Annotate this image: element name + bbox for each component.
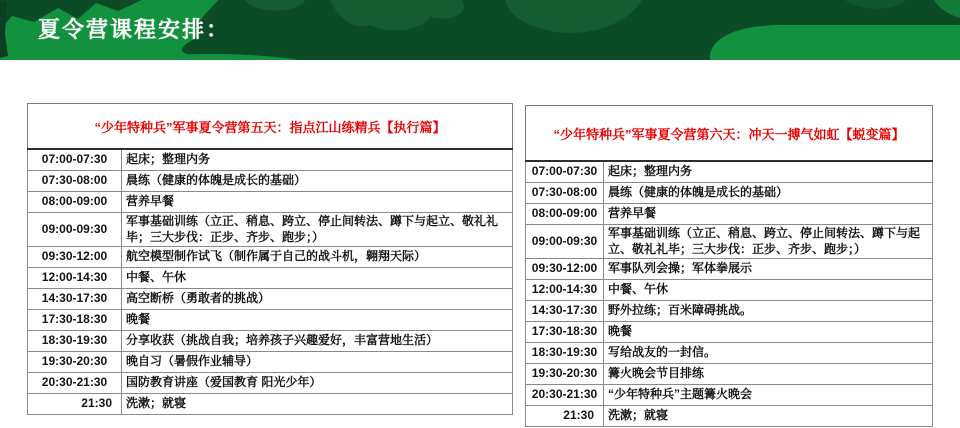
day5-table-title: “少年特种兵”军事夏令营第五天：指点江山练精兵【执行篇】 (28, 104, 513, 150)
time-cell: 09:30-12:00 (28, 247, 122, 268)
time-cell: 19:30-20:30 (28, 352, 122, 373)
time-cell: 07:30-08:00 (526, 183, 604, 204)
activity-cell: 中餐、午休 (604, 280, 933, 301)
time-cell: 12:00-14:30 (28, 268, 122, 289)
activity-cell: 营养早餐 (122, 192, 513, 213)
time-cell: 21:30 (526, 406, 604, 427)
camo-banner (0, 0, 960, 60)
schedule-row (28, 268, 513, 289)
schedule-row (28, 289, 513, 310)
time-cell: 09:30-12:00 (526, 259, 604, 280)
day6-table (525, 105, 933, 427)
schedule-row (28, 149, 513, 171)
time-cell: 14:30-17:30 (526, 301, 604, 322)
activity-cell: 野外拉练；百米障碍挑战。 (604, 301, 933, 322)
time-cell: 07:00-07:30 (28, 149, 122, 171)
time-cell: 07:30-08:00 (28, 171, 122, 192)
schedule-row (28, 213, 513, 247)
activity-cell: 晚餐 (604, 322, 933, 343)
time-cell: 20:30-21:30 (28, 373, 122, 394)
time-cell: 09:00-09:30 (28, 213, 122, 247)
time-cell: 09:00-09:30 (526, 225, 604, 259)
activity-cell: 国防教育讲座（爱国教育 阳光少年） (122, 373, 513, 394)
schedule-row (526, 385, 933, 406)
activity-cell: 篝火晚会节目排练 (604, 364, 933, 385)
activity-cell: 分享收获（挑战自我；培养孩子兴趣爱好，丰富营地生活） (122, 331, 513, 352)
time-cell: 21:30 (28, 394, 122, 415)
schedule-row (28, 310, 513, 331)
activity-cell: 起床；整理内务 (604, 161, 933, 183)
schedule-row (526, 259, 933, 280)
schedule-row (28, 331, 513, 352)
schedule-table-day5 (27, 103, 513, 415)
schedule-row (28, 171, 513, 192)
schedule-row (526, 406, 933, 427)
schedule-row (526, 204, 933, 225)
activity-cell: 洗漱；就寝 (122, 394, 513, 415)
activity-cell: 营养早餐 (604, 204, 933, 225)
activity-cell: 晨练（健康的体魄是成长的基础） (122, 171, 513, 192)
schedule-row (28, 373, 513, 394)
activity-cell: 军事基础训练（立正、稍息、跨立、停止间转法、蹲下与起立、敬礼礼毕；三大步伐：正步、齐步、跑步；） (604, 225, 933, 259)
page-title: 夏令营课程安排： (38, 17, 231, 42)
activity-cell: 洗漱；就寝 (604, 406, 933, 427)
schedule-row (526, 301, 933, 322)
time-cell: 08:00-09:00 (28, 192, 122, 213)
table-title-row (28, 104, 513, 150)
schedule-table-day6 (525, 105, 933, 427)
activity-cell: “少年特种兵”主题篝火晚会 (604, 385, 933, 406)
table-title-row (526, 106, 933, 162)
schedule-row (28, 394, 513, 415)
schedule-row (28, 192, 513, 213)
time-cell: 08:00-09:00 (526, 204, 604, 225)
time-cell: 14:30-17:30 (28, 289, 122, 310)
time-cell: 07:00-07:30 (526, 161, 604, 183)
activity-cell: 军事队列会操；军体拳展示 (604, 259, 933, 280)
time-cell: 20:30-21:30 (526, 385, 604, 406)
schedule-row (28, 247, 513, 268)
activity-cell: 中餐、午休 (122, 268, 513, 289)
schedule-row (526, 364, 933, 385)
time-cell: 18:30-19:30 (28, 331, 122, 352)
schedule-row (526, 161, 933, 183)
activity-cell: 晚餐 (122, 310, 513, 331)
activity-cell: 写给战友的一封信。 (604, 343, 933, 364)
schedule-row (526, 343, 933, 364)
day6-table-title: “少年特种兵”军事夏令营第六天：冲天一搏气如虹【蜕变篇】 (526, 106, 933, 162)
activity-cell: 晨练（健康的体魄是成长的基础） (604, 183, 933, 204)
activity-cell: 军事基础训练（立正、稍息、跨立、停止间转法、蹲下与起立、敬礼礼毕；三大步伐：正步、齐步、跑步；） (122, 213, 513, 247)
activity-cell: 高空断桥（勇敢者的挑战） (122, 289, 513, 310)
time-cell: 17:30-18:30 (526, 322, 604, 343)
schedule-row (28, 352, 513, 373)
day5-table (27, 103, 513, 415)
time-cell: 17:30-18:30 (28, 310, 122, 331)
time-cell: 18:30-19:30 (526, 343, 604, 364)
activity-cell: 航空模型制作试飞（制作属于自己的战斗机，翱翔天际） (122, 247, 513, 268)
time-cell: 19:30-20:30 (526, 364, 604, 385)
schedule-row (526, 225, 933, 259)
activity-cell: 起床；整理内务 (122, 149, 513, 171)
schedule-row (526, 322, 933, 343)
activity-cell: 晚自习（暑假作业辅导） (122, 352, 513, 373)
time-cell: 12:00-14:30 (526, 280, 604, 301)
schedule-row (526, 183, 933, 204)
schedule-row (526, 280, 933, 301)
